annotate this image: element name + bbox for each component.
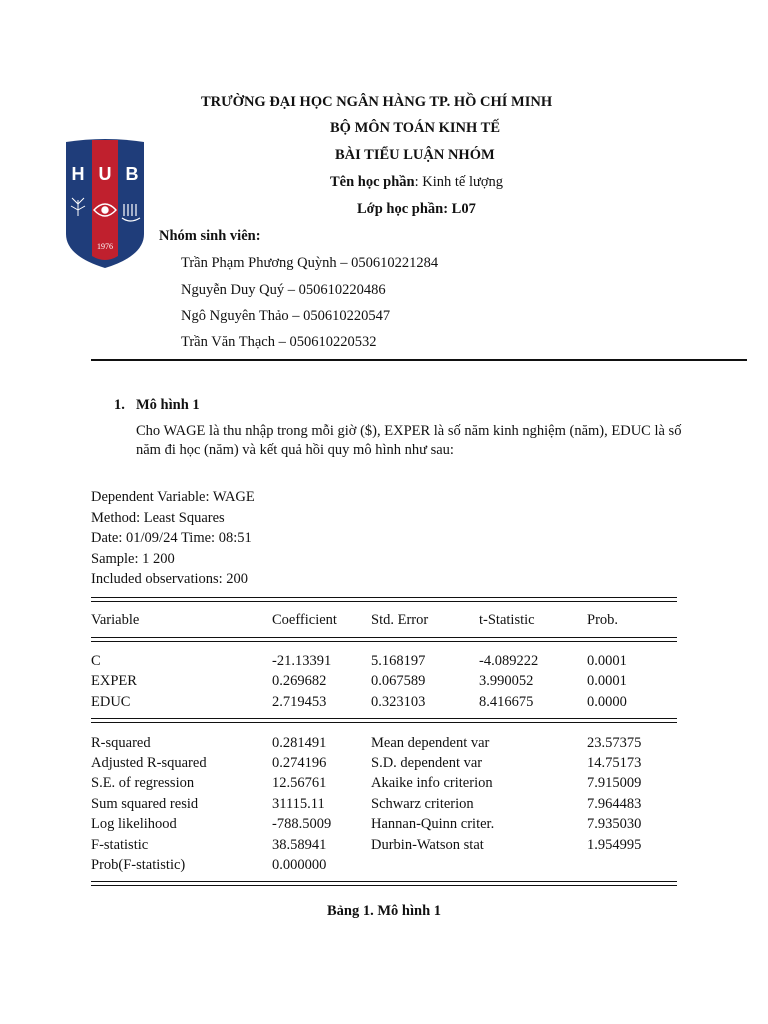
logo-letter-b: B [125,164,139,184]
coefficient-cell: 2.719453 [272,694,327,710]
stat-label: F-statistic [91,837,149,853]
coefficient-cell: 0.269682 [272,673,327,689]
logo-letter-u: U [98,164,112,184]
column-header: Prob. [587,612,619,628]
member-item: Nguyễn Duy Quý – 050610220486 [181,282,386,298]
stat-value: 0.000000 [272,857,327,873]
document-type: BÀI TIỂU LUẬN NHÓM [335,147,495,163]
stat-label: Log likelihood [91,816,177,832]
table-caption: Bảng 1. Mô hình 1 [326,903,442,919]
t-statistic-cell: -4.089222 [479,653,539,669]
stat-label: S.E. of regression [91,775,195,791]
regression-meta-line: Included observations: 200 [91,571,249,587]
stat-value: 12.56761 [272,775,327,791]
stat-label: Schwarz criterion [371,796,474,812]
column-header: Variable [91,612,140,628]
stat-value: 14.75173 [587,755,642,771]
course-name [330,174,503,191]
regression-meta-line: Dependent Variable: WAGE [91,489,255,505]
stat-value: 1.954995 [587,837,642,853]
prob-cell: 0.0000 [587,694,627,710]
stat-label: Adjusted R-squared [91,755,207,771]
course-label: Tên học phần [330,174,415,190]
stat-label: Durbin-Watson stat [371,837,484,853]
regression-meta-line: Date: 01/09/24 Time: 08:51 [91,530,252,546]
university-logo [64,138,146,270]
variable-cell: EDUC [91,694,131,710]
std-error-cell: 0.323103 [371,694,426,710]
stat-value: 7.964483 [587,796,642,812]
section-number: 1. [114,397,125,413]
table-rule-bottom [91,881,677,886]
section-paragraph: Cho WAGE là thu nhập trong mỗi giờ ($), EXPER là số năm kinh nghiệm (năm), EDUC là số năm đi học (năm) và kết quả hồi quy mô hình như sau: [136,423,682,458]
stat-value: 31115.11 [272,796,325,812]
stat-label: S.D. dependent var [371,755,483,771]
stat-value: -788.5009 [272,816,332,832]
regression-meta-line: Method: Least Squares [91,510,225,526]
logo-year: 1976 [97,242,113,251]
variable-cell: EXPER [91,673,137,689]
stat-value: 7.935030 [587,816,642,832]
column-header: Std. Error [371,612,429,628]
column-header: t-Statistic [479,612,535,628]
std-error-cell: 0.067589 [371,673,426,689]
class-code: Lớp học phần: L07 [357,201,476,217]
table-rule-middle [91,718,677,723]
stat-value: 23.57375 [587,735,642,751]
stat-label: Prob(F-statistic) [91,857,186,873]
stat-value: 0.274196 [272,755,327,771]
stat-label: Akaike info criterion [371,775,493,791]
member-item: Trần Phạm Phương Quỳnh – 050610221284 [181,255,439,271]
coefficient-cell: -21.13391 [272,653,332,669]
stat-label: Mean dependent var [371,735,490,751]
variable-cell: C [91,653,101,669]
department-name: BỘ MÔN TOÁN KINH TẾ [330,120,501,136]
stat-label: Sum squared resid [91,796,199,812]
stat-value: 38.58941 [272,837,327,853]
std-error-cell: 5.168197 [371,653,426,669]
stat-label: R-squared [91,735,151,751]
stat-value: 7.915009 [587,775,642,791]
table-rule-top [91,597,677,602]
prob-cell: 0.0001 [587,673,627,689]
regression-meta-line: Sample: 1 200 [91,551,175,567]
section-heading [114,397,200,414]
table-rule-header [91,637,677,642]
section-title: Mô hình 1 [136,397,200,413]
column-header: Coefficient [272,612,337,628]
member-item: Ngô Nguyên Thảo – 050610220547 [181,308,391,324]
member-item: Trần Văn Thạch – 050610220532 [181,334,377,350]
university-name: TRƯỜNG ĐẠI HỌC NGÂN HÀNG TP. HỒ CHÍ MINH [201,94,553,110]
logo-letter-h: H [71,164,85,184]
group-label: Nhóm sinh viên: [159,228,261,244]
t-statistic-cell: 8.416675 [479,694,534,710]
stat-label: Hannan-Quinn criter. [371,816,495,832]
t-statistic-cell: 3.990052 [479,673,534,689]
header-divider [91,359,747,361]
course-value: : Kinh tế lượng [414,174,504,190]
stat-value: 0.281491 [272,735,327,751]
prob-cell: 0.0001 [587,653,627,669]
